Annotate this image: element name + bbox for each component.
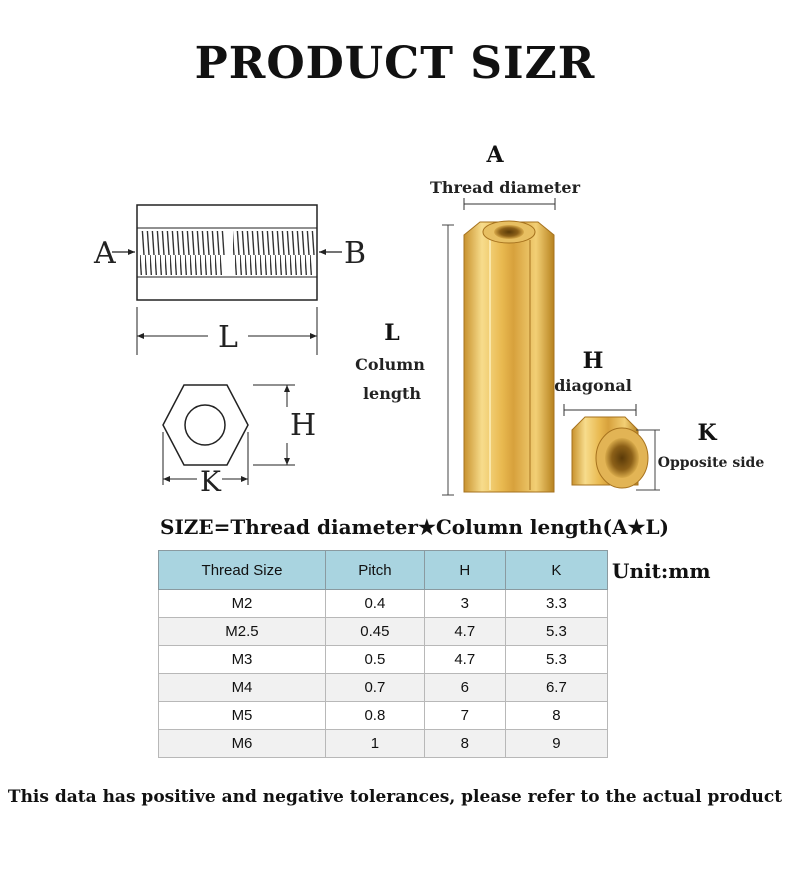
cell-k: 3.3 bbox=[505, 590, 607, 618]
cell-h: 3 bbox=[424, 590, 505, 618]
cell-thread-size: M4 bbox=[159, 674, 326, 702]
cell-k: 5.3 bbox=[505, 618, 607, 646]
photo-k-letter: K bbox=[697, 420, 717, 446]
photo-h-letter: H bbox=[582, 348, 604, 374]
table-row bbox=[159, 702, 608, 730]
table-row bbox=[159, 646, 608, 674]
right-thread bbox=[233, 231, 315, 275]
tolerance-note: This data has positive and negative tolerances, please refer to the actual product bbox=[7, 787, 783, 807]
table-row bbox=[159, 618, 608, 646]
label-k: K bbox=[200, 465, 221, 495]
cell-h: 8 bbox=[424, 730, 505, 758]
tall-spacer bbox=[464, 221, 554, 492]
cell-h: 4.7 bbox=[424, 646, 505, 674]
photo-h-text: diagonal bbox=[554, 376, 632, 395]
table-header-row bbox=[159, 551, 608, 590]
cell-k: 5.3 bbox=[505, 646, 607, 674]
table-row bbox=[159, 590, 608, 618]
cell-h: 7 bbox=[424, 702, 505, 730]
table-row bbox=[159, 730, 608, 758]
technical-drawing bbox=[90, 195, 370, 495]
spec-table bbox=[158, 550, 608, 758]
left-thread bbox=[140, 231, 225, 275]
cell-pitch: 0.5 bbox=[325, 646, 424, 674]
cell-pitch: 0.8 bbox=[325, 702, 424, 730]
header-thread-size: Thread Size bbox=[159, 551, 326, 590]
product-illustration bbox=[340, 140, 780, 505]
photo-a-letter: A bbox=[486, 142, 504, 168]
label-l: L bbox=[218, 320, 238, 355]
header-k: K bbox=[505, 551, 607, 590]
photo-l-text-2: length bbox=[362, 384, 422, 403]
cell-thread-size: M2 bbox=[159, 590, 326, 618]
hexagon-hole bbox=[185, 405, 225, 445]
cell-pitch: 1 bbox=[325, 730, 424, 758]
label-b: B bbox=[344, 236, 367, 271]
table-row bbox=[159, 674, 608, 702]
photo-l-letter: L bbox=[384, 320, 400, 346]
size-formula: SIZE=Thread diameter★Column length(A★L) bbox=[160, 515, 669, 539]
cell-h: 6 bbox=[424, 674, 505, 702]
unit-label: Unit:mm bbox=[612, 559, 711, 583]
page-title: PRODUCT SIZR bbox=[194, 38, 596, 89]
label-a: A bbox=[94, 236, 116, 271]
short-spacer bbox=[572, 417, 648, 488]
photo-a-text: Thread diameter bbox=[429, 178, 581, 197]
cell-pitch: 0.45 bbox=[325, 618, 424, 646]
photo-l-text-1: Column bbox=[355, 355, 425, 374]
cell-pitch: 0.7 bbox=[325, 674, 424, 702]
cell-k: 9 bbox=[505, 730, 607, 758]
cell-thread-size: M3 bbox=[159, 646, 326, 674]
label-h: H bbox=[290, 408, 317, 443]
cell-thread-size: M5 bbox=[159, 702, 326, 730]
cell-k: 6.7 bbox=[505, 674, 607, 702]
cell-thread-size: M6 bbox=[159, 730, 326, 758]
header-pitch: Pitch bbox=[325, 551, 424, 590]
cell-h: 4.7 bbox=[424, 618, 505, 646]
cell-k: 8 bbox=[505, 702, 607, 730]
header-h: H bbox=[424, 551, 505, 590]
cell-thread-size: M2.5 bbox=[159, 618, 326, 646]
photo-k-text: Opposite side bbox=[657, 455, 765, 471]
cell-pitch: 0.4 bbox=[325, 590, 424, 618]
